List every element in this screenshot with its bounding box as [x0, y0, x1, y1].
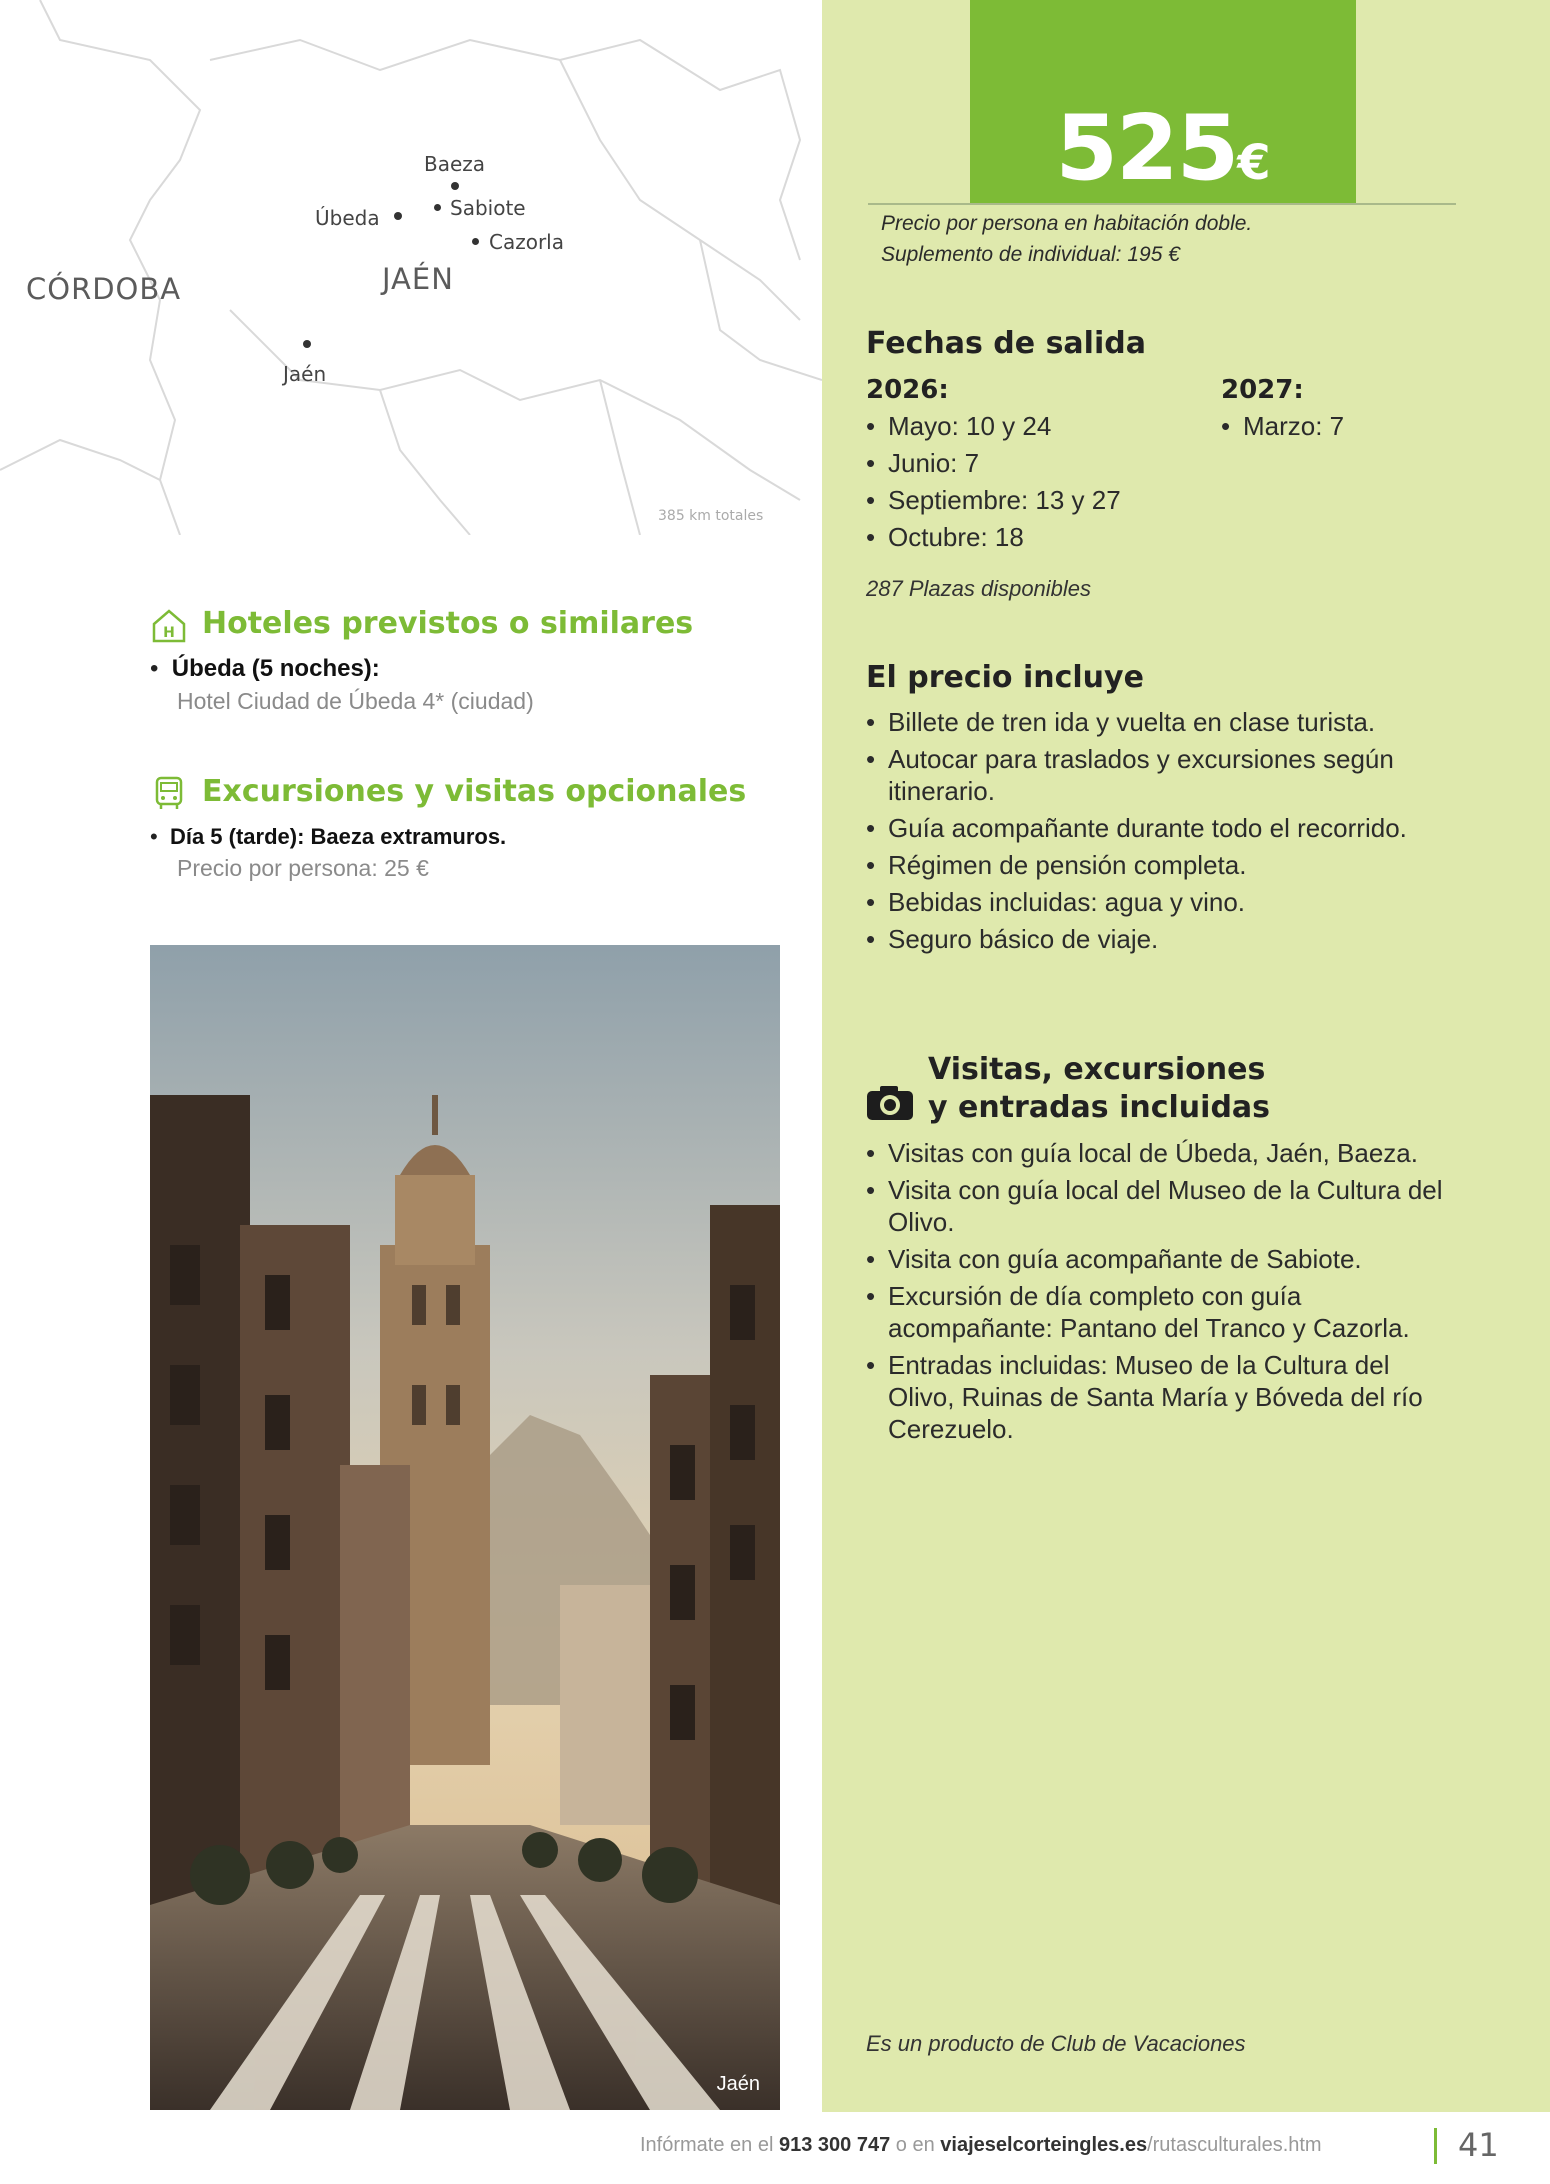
footer-prefix: Infórmate en el [640, 2134, 774, 2156]
jaen-street-photo [150, 945, 780, 2110]
price-note-line1: Precio por persona en habitación doble. [881, 212, 1253, 235]
footer-site-path[interactable]: /rutasculturales.htm [1147, 2134, 1322, 2156]
dates-list-2027 [1221, 408, 1451, 444]
list-item: • Visita con guía acompañante de Sabiote. [866, 1243, 1456, 1275]
map-label-baeza: Baeza [424, 152, 486, 176]
list-item: • Visita con guía local del Museo de la Cultura del Olivo. [866, 1174, 1456, 1238]
page-number: 41 [1458, 2126, 1499, 2164]
price-divider [868, 203, 1456, 205]
map-label-sabiote: Sabiote [450, 196, 526, 220]
map-scale-note: 385 km totales [658, 508, 764, 524]
footer-contact [640, 2134, 1322, 2157]
footer-phone[interactable]: 913 300 747 [778, 2134, 891, 2156]
visits-title-line1: Visitas, excursiones [928, 1052, 1266, 1087]
dates-title: Fechas de salida [866, 326, 1146, 361]
price-note [881, 208, 1441, 270]
footer-divider [1434, 2128, 1437, 2164]
hotel-item-detail: Hotel Ciudad de Úbeda 4* (ciudad) [177, 688, 534, 714]
list-item: • Seguro básico de viaje. [866, 923, 1446, 955]
bus-icon [150, 774, 188, 812]
dates-list-2026 [866, 408, 1196, 556]
available-places: 287 Plazas disponibles [866, 576, 1092, 601]
includes-list [866, 706, 1446, 960]
product-note: Es un producto de Club de Vacaciones [866, 2031, 1246, 2056]
visits-list [866, 1137, 1456, 1450]
list-item: • Mayo: 10 y 24 [866, 408, 1196, 445]
list-item: • Excursión de día completo con guía acompañante: Pantano del Tranco y Cazorla. [866, 1280, 1456, 1344]
footer-middle: o en [895, 2134, 935, 2156]
price-amount: 525€ [1055, 96, 1271, 201]
map-label-jaen-province: JAÉN [382, 262, 454, 296]
list-item: • Junio: 7 [866, 445, 1196, 482]
svg-text:H: H [163, 625, 175, 641]
includes-title: El precio incluye [866, 660, 1144, 695]
map-dot-ubeda [394, 212, 402, 220]
excursion-item-detail: Precio por persona: 25 € [177, 855, 429, 881]
list-item: • Régimen de pensión completa. [866, 849, 1446, 881]
price-currency: € [1237, 135, 1271, 191]
excursion-item: • Día 5 (tarde): Baeza extramuros. [150, 824, 507, 849]
list-item: • Marzo: 7 [1221, 408, 1451, 444]
hotel-item-label: Úbeda (5 noches): [171, 655, 380, 682]
excursion-item-label: Día 5 (tarde): Baeza extramuros. [169, 824, 507, 849]
photo-illustration [150, 945, 780, 2110]
map-label-cordoba: CÓRDOBA [26, 272, 182, 306]
dates-year-2027: 2027: [1221, 375, 1304, 405]
page-footer [0, 2112, 1550, 2184]
list-item: • Visitas con guía local de Úbeda, Jaén, Baeza. [866, 1137, 1456, 1169]
list-item: • Bebidas incluidas: agua y vino. [866, 886, 1446, 918]
hotels-title: Hoteles previstos o similares [202, 606, 694, 641]
list-item: • Billete de tren ida y vuelta en clase turista. [866, 706, 1446, 738]
list-item: • Octubre: 18 [866, 519, 1196, 556]
photo-caption: Jaén [716, 2073, 760, 2095]
list-item: • Guía acompañante durante todo el recorrido. [866, 812, 1446, 844]
hotel-icon [150, 607, 188, 645]
map-dot-jaen [303, 340, 311, 348]
route-map [0, 0, 822, 535]
dates-year-2026: 2026: [866, 375, 949, 405]
map-dot-baeza [451, 182, 459, 190]
camera-icon [866, 1085, 914, 1121]
list-item: • Autocar para traslados y excursiones según itinerario. [866, 743, 1446, 807]
list-item: • Septiembre: 13 y 27 [866, 482, 1196, 519]
list-item: • Entradas incluidas: Museo de la Cultura del Olivo, Ruinas de Santa María y Bóveda del río Cerezuelo. [866, 1349, 1456, 1445]
price-note-line2: Suplemento de individual: 195 € [881, 243, 1180, 266]
map-label-cazorla: Cazorla [489, 230, 564, 254]
map-dot-sabiote [434, 204, 441, 211]
footer-site-link[interactable]: viajeselcorteingles.es [940, 2134, 1148, 2156]
visits-title-line2: y entradas incluidas [928, 1090, 1271, 1125]
hotel-item: • Úbeda (5 noches): [150, 655, 380, 682]
map-label-jaen-city: Jaén [283, 362, 327, 386]
map-label-ubeda: Úbeda [315, 206, 380, 230]
map-dot-cazorla [472, 238, 479, 245]
excursions-title: Excursiones y visitas opcionales [202, 774, 747, 809]
